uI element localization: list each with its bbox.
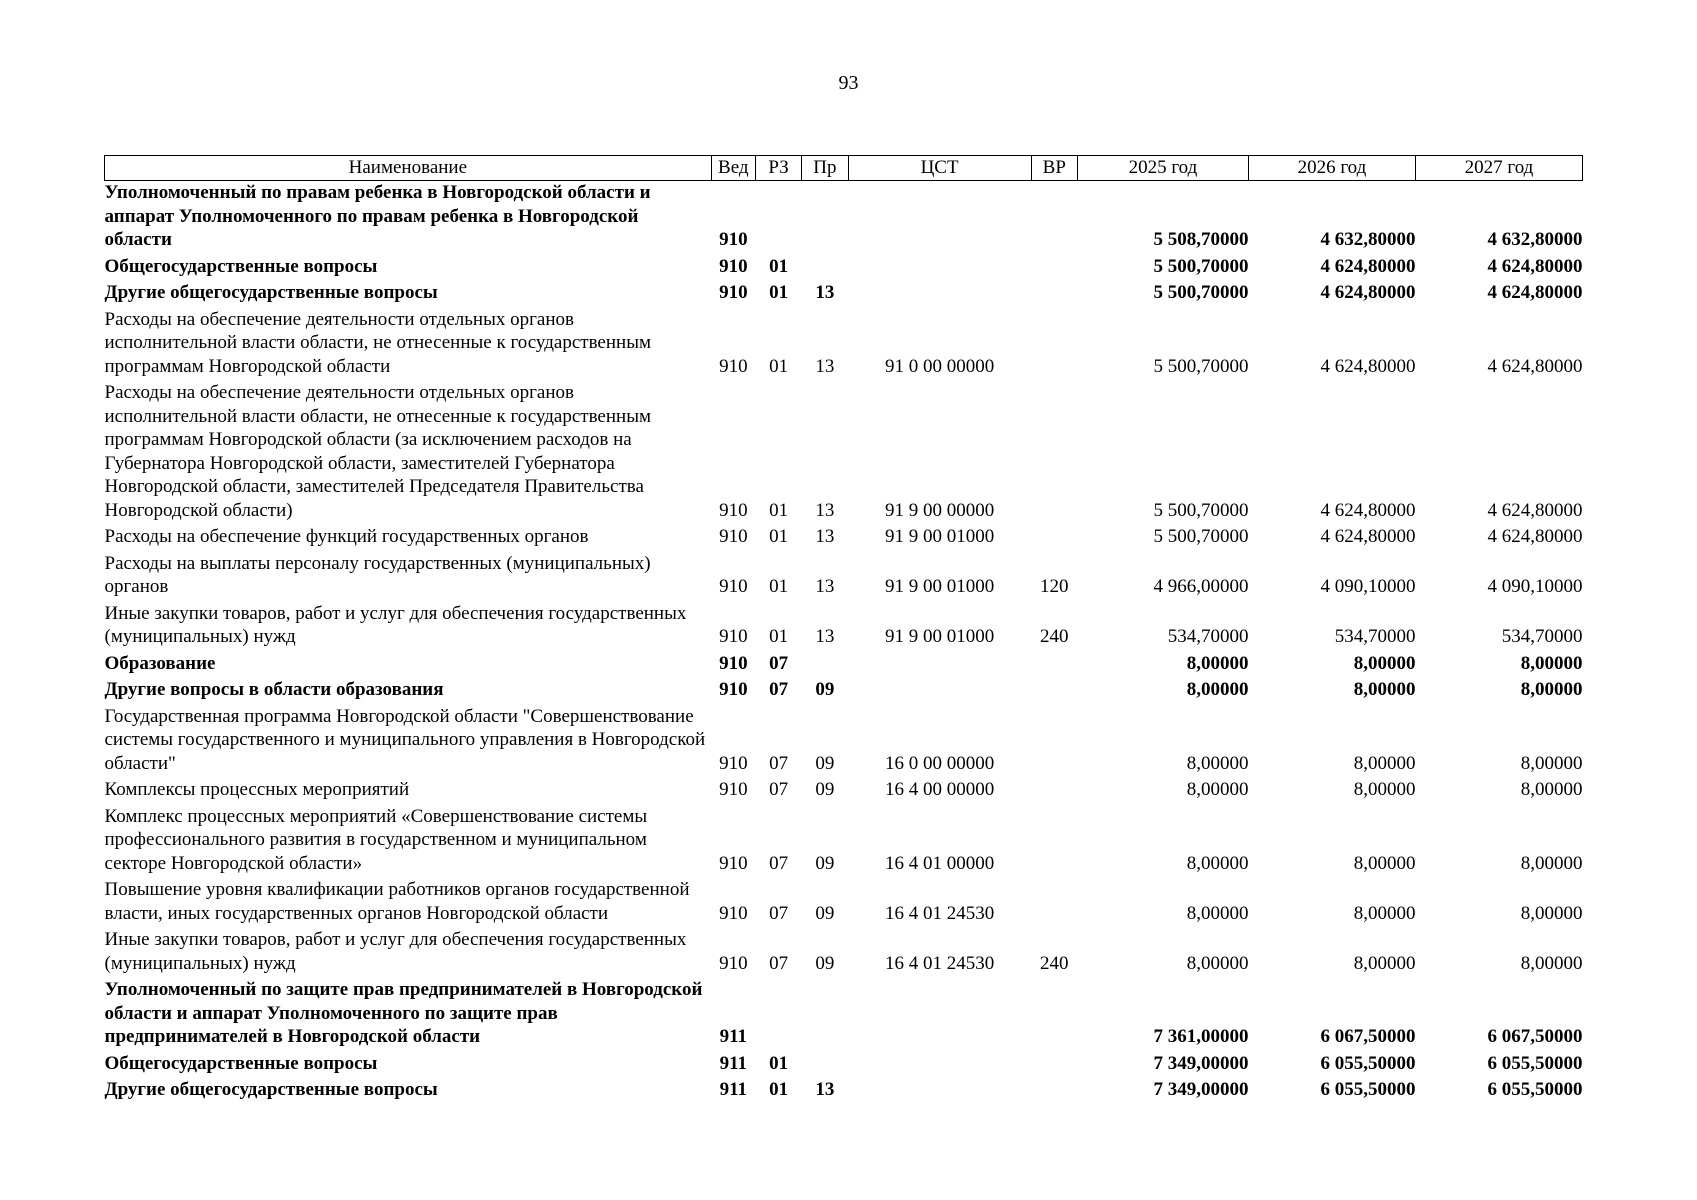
row-rz: 01 [769,355,789,377]
header-cst: ЦСТ [848,156,1031,181]
row-vr [1031,878,1077,928]
row-vr [1031,381,1077,525]
row-amount-2025: 5 508,70000 [1153,229,1249,250]
row-amount-2025: 5 500,70000 [1153,282,1249,303]
row-cst [848,652,1031,679]
row-ved: 910 [719,229,748,250]
row-amount-2027: 8,00000 [1520,652,1583,674]
table-row [105,281,1583,308]
row-pr: 09 [815,852,835,874]
row-amount-2026: 4 624,80000 [1320,526,1416,547]
row-cst [848,678,1031,705]
row-vr [1031,978,1077,1052]
row-pr: 13 [815,626,835,647]
row-vr [1031,778,1077,805]
row-amount-2026: 534,70000 [1334,626,1416,647]
header-vr: ВР [1031,156,1077,181]
row-amount-2025: 8,00000 [1186,852,1249,874]
table-header [105,156,1583,181]
row-vr [1031,652,1077,679]
row-pr [802,978,848,1052]
row-ved: 911 [719,1026,748,1047]
row-ved: 910 [719,779,748,800]
row-amount-2025: 534,70000 [1167,626,1249,647]
row-amount-2026: 8,00000 [1353,752,1416,774]
row-amount-2027: 4 624,80000 [1487,355,1583,377]
header-rz: РЗ [755,156,801,181]
row-amount-2025: 8,00000 [1186,779,1249,800]
row-ved: 910 [719,652,748,674]
row-amount-2026: 4 624,80000 [1320,499,1416,521]
row-name: Общегосударственные вопросы [104,1052,378,1074]
row-rz: 07 [769,952,789,974]
row-name: Расходы на выплаты персоналу государственных (муниципальных) органов [104,552,651,597]
row-name: Уполномоченный по правам ребенка в Новгородской области и аппарат Уполномоченного по правам ребенка в Новгородской области [104,182,651,250]
header-row [105,156,1583,181]
row-amount-2027: 4 632,80000 [1487,229,1583,250]
row-vr: 240 [1040,952,1069,974]
row-ved: 910 [719,952,748,974]
row-vr: 120 [1040,576,1069,597]
table-row [105,928,1583,978]
row-rz: 01 [769,626,789,647]
row-cst: 16 4 00 00000 [884,779,995,800]
row-amount-2025: 7 349,00000 [1153,1079,1249,1100]
row-vr [1031,805,1077,879]
row-amount-2027: 4 624,80000 [1487,255,1583,277]
row-cst: 16 0 00 00000 [884,752,995,774]
row-amount-2025: 5 500,70000 [1153,526,1249,547]
row-rz: 01 [769,255,789,277]
row-ved: 910 [719,852,748,874]
row-amount-2025: 8,00000 [1186,679,1249,700]
budget-table [104,155,1583,1105]
row-name: Иные закупки товаров, работ и услуг для обеспечения государственных (муниципальных) нужд [104,929,687,974]
row-rz: 07 [769,852,789,874]
row-ved: 910 [719,282,748,303]
header-pr: Пр [802,156,848,181]
row-ved: 910 [719,355,748,377]
row-amount-2026: 4 632,80000 [1320,229,1416,250]
row-pr [802,255,848,282]
row-ved: 911 [719,1079,748,1100]
row-ved: 910 [719,499,748,521]
row-amount-2025: 8,00000 [1186,752,1249,774]
row-cst: 91 9 00 01000 [884,526,995,547]
row-cst: 16 4 01 00000 [884,852,995,874]
row-ved: 910 [719,752,748,774]
row-pr: 13 [815,282,835,303]
row-amount-2027: 8,00000 [1520,902,1583,924]
table-row [105,255,1583,282]
row-amount-2026: 4 624,80000 [1320,355,1416,377]
row-name: Комплекс процессных мероприятий «Совершенствование системы профессионального развития в государственном и муниципальном секторе Новгородской области» [104,805,648,874]
row-amount-2027: 4 624,80000 [1487,526,1583,547]
row-name: Общегосударственные вопросы [104,255,378,277]
row-amount-2026: 4 624,80000 [1320,282,1416,303]
row-name: Уполномоченный по защите прав предпринимателей в Новгородской области и аппарат Уполномоченного по защите прав предпринимателей в Новгородской области [104,979,703,1047]
row-ved: 910 [719,526,748,547]
table-row [105,705,1583,779]
row-ved: 911 [719,1052,748,1074]
row-rz: 01 [769,1079,789,1100]
row-name: Расходы на обеспечение деятельности отдельных органов исполнительной власти области, не отнесенные к государственным программам Новгородской области (за исключением расходов на Губернатора Новгородской области, заместителей Губернатора Новгородской области, заместителей Председателя Правительства Новгородской области) [104,382,651,521]
row-vr [1031,705,1077,779]
row-vr [1031,1078,1077,1105]
row-amount-2027: 6 067,50000 [1487,1026,1583,1047]
row-vr [1031,678,1077,705]
table-row [105,805,1583,879]
row-amount-2025: 8,00000 [1186,952,1249,974]
row-cst [848,281,1031,308]
table-row [105,381,1583,525]
row-amount-2025: 5 500,70000 [1153,499,1249,521]
page-number: 93 [838,72,859,94]
row-amount-2027: 8,00000 [1520,752,1583,774]
row-pr: 13 [815,526,835,547]
row-name: Иные закупки товаров, работ и услуг для обеспечения государственных (муниципальных) нужд [104,602,687,647]
row-amount-2025: 8,00000 [1186,902,1249,924]
row-amount-2026: 4 090,10000 [1320,576,1416,597]
row-amount-2025: 7 361,00000 [1153,1026,1249,1047]
header-name: Наименование [105,156,712,181]
row-cst [848,255,1031,282]
row-amount-2025: 8,00000 [1186,652,1249,674]
row-name: Другие общегосударственные вопросы [104,282,438,303]
row-pr [802,181,848,255]
row-amount-2027: 8,00000 [1520,852,1583,874]
row-amount-2026: 8,00000 [1353,952,1416,974]
row-cst [848,1078,1031,1105]
header-2027: 2027 год [1415,156,1582,181]
row-amount-2027: 534,70000 [1501,626,1583,647]
table-row [105,308,1583,382]
row-cst [848,181,1031,255]
table-row [105,678,1583,705]
row-amount-2025: 4 966,00000 [1153,576,1249,597]
row-cst: 91 9 00 00000 [884,499,995,521]
row-amount-2026: 6 067,50000 [1320,1026,1416,1047]
row-vr [1031,181,1077,255]
row-amount-2026: 4 624,80000 [1320,255,1416,277]
row-pr: 09 [815,902,835,924]
row-amount-2027: 8,00000 [1520,779,1583,800]
row-pr: 09 [815,679,835,700]
table-row [105,1078,1583,1105]
row-amount-2027: 6 055,50000 [1487,1079,1583,1100]
row-amount-2027: 8,00000 [1520,679,1583,700]
row-pr: 13 [815,576,835,597]
row-amount-2026: 8,00000 [1353,902,1416,924]
table-row [105,652,1583,679]
row-name: Другие общегосударственные вопросы [104,1079,438,1100]
row-amount-2025: 5 500,70000 [1153,255,1249,277]
row-name: Повышение уровня квалификации работников органов государственной власти, иных государственных органов Новгородской области [104,879,690,924]
row-rz: 01 [769,526,789,547]
row-pr: 09 [815,752,835,774]
row-cst: 91 9 00 01000 [884,576,995,597]
row-rz: 07 [769,679,789,700]
row-name: Расходы на обеспечение функций государственных органов [104,526,589,547]
table-row [105,978,1583,1052]
row-amount-2025: 5 500,70000 [1153,355,1249,377]
row-ved: 910 [719,679,748,700]
row-pr [802,1052,848,1079]
row-name: Комплексы процессных мероприятий [104,779,410,800]
row-amount-2026: 6 055,50000 [1320,1079,1416,1100]
row-rz: 01 [769,576,789,597]
row-cst [848,978,1031,1052]
row-rz: 01 [769,499,789,521]
row-cst: 91 0 00 00000 [884,355,995,377]
row-pr: 13 [815,1079,835,1100]
row-cst: 16 4 01 24530 [884,952,995,974]
table-row [105,552,1583,602]
row-amount-2027: 8,00000 [1520,952,1583,974]
table-row [105,525,1583,552]
header-ved: Вед [711,156,755,181]
row-rz: 07 [769,779,789,800]
table-body [105,181,1583,1105]
row-cst: 16 4 01 24530 [884,902,995,924]
table-row [105,878,1583,928]
row-amount-2026: 8,00000 [1353,779,1416,800]
row-ved: 910 [719,902,748,924]
header-2026: 2026 год [1248,156,1415,181]
row-vr: 240 [1040,626,1069,647]
row-amount-2027: 4 624,80000 [1487,499,1583,521]
row-vr [1031,1052,1077,1079]
row-name: Другие вопросы в области образования [104,679,444,700]
row-amount-2026: 6 055,50000 [1320,1052,1416,1074]
row-amount-2027: 6 055,50000 [1487,1052,1583,1074]
table-row [105,778,1583,805]
row-pr [802,652,848,679]
row-ved: 910 [719,255,748,277]
header-2025: 2025 год [1077,156,1248,181]
row-amount-2026: 8,00000 [1353,679,1416,700]
row-pr: 09 [815,952,835,974]
row-pr: 09 [815,779,835,800]
row-amount-2026: 8,00000 [1353,852,1416,874]
row-amount-2025: 7 349,00000 [1153,1052,1249,1074]
row-vr [1031,281,1077,308]
row-amount-2027: 4 624,80000 [1487,282,1583,303]
row-rz: 01 [769,282,789,303]
row-vr [1031,255,1077,282]
row-amount-2027: 4 090,10000 [1487,576,1583,597]
row-rz: 07 [769,752,789,774]
row-pr: 13 [815,499,835,521]
row-ved: 910 [719,576,748,597]
table-row [105,602,1583,652]
row-amount-2026: 8,00000 [1353,652,1416,674]
row-name: Образование [104,652,216,674]
row-vr [1031,308,1077,382]
row-cst: 91 9 00 01000 [884,626,995,647]
row-name: Государственная программа Новгородской области "Совершенствование системы государственного и муниципального управления в Новгородской области" [104,705,706,774]
row-name: Расходы на обеспечение деятельности отдельных органов исполнительной власти области, не отнесенные к государственным программам Новгородской области [104,308,651,377]
row-ved: 910 [719,626,748,647]
row-rz [755,978,801,1052]
table-row [105,181,1583,255]
row-rz: 01 [769,1052,789,1074]
row-pr: 13 [815,355,835,377]
row-rz: 07 [769,652,789,674]
row-rz [755,181,801,255]
row-vr [1031,525,1077,552]
table-row [105,1052,1583,1079]
row-rz: 07 [769,902,789,924]
row-cst [848,1052,1031,1079]
